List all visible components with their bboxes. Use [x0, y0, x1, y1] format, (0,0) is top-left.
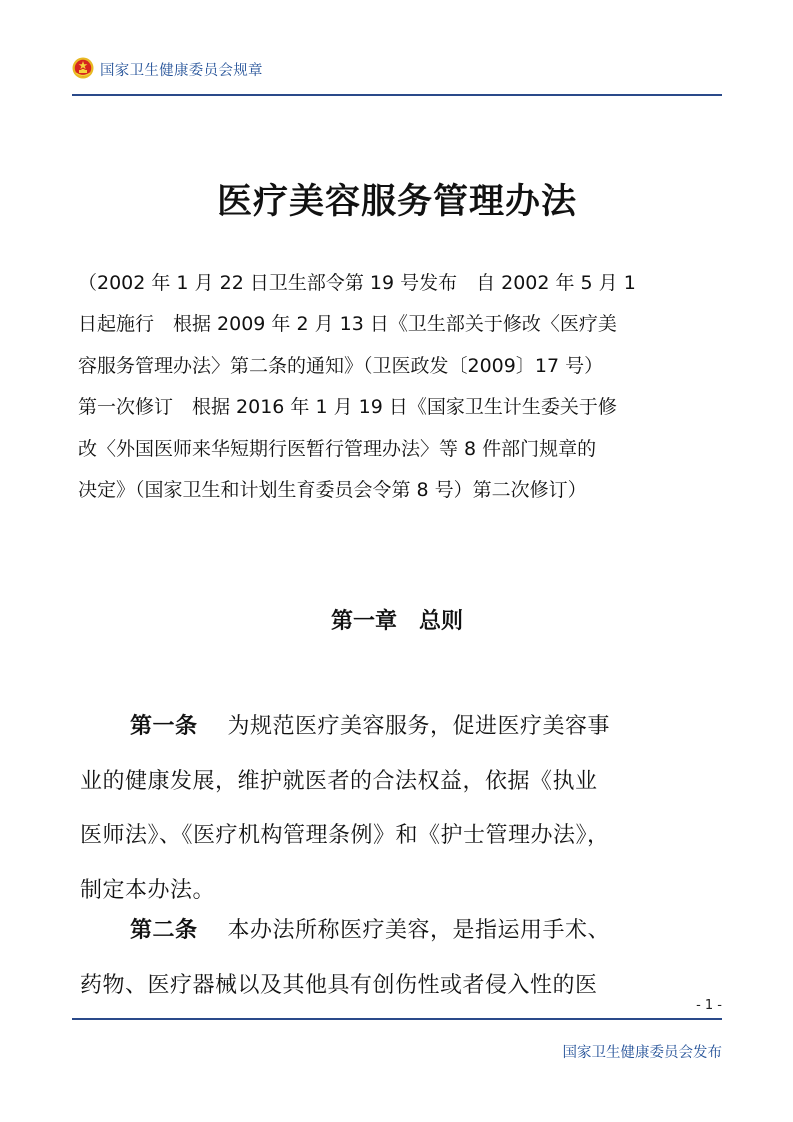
preamble-line: （2002 年 1 月 22 日卫生部令第 19 号发布 自 2002 年 5 月 1	[78, 272, 636, 294]
page-header	[72, 54, 722, 94]
article-line: 制定本办法。	[80, 877, 216, 903]
article-line	[80, 904, 722, 959]
article-line: 药物、医疗器械以及其他具有创伤性或者侵入性的医	[80, 972, 598, 998]
article-label: 第一条	[130, 714, 198, 739]
article-text: 为规范医疗美容服务，促进医疗美容事	[227, 714, 611, 739]
article-line: 医师法》、《医疗机构管理条例》和《护士管理办法》，	[80, 823, 610, 848]
document-preamble	[78, 263, 720, 511]
footer-publisher: 国家卫生健康委员会发布	[562, 1045, 722, 1061]
header-divider	[72, 94, 722, 96]
preamble-line: 日起施行 根据 2009 年 2 月 13 日《卫生部关于修改〈医疗美	[78, 313, 617, 336]
article-1	[80, 700, 722, 918]
article-label: 第二条	[130, 918, 198, 943]
article-line: 业的健康发展，维护就医者的合法权益，依据《执业	[80, 768, 598, 794]
page-number: - 1 -	[696, 998, 722, 1013]
header-title: 国家卫生健康委员会规章	[100, 63, 263, 79]
document-title: 医疗美容服务管理办法	[216, 181, 577, 222]
national-emblem-icon	[72, 57, 94, 79]
preamble-line: 第一次修订 根据 2016 年 1 月 19 日《国家卫生计生委关于修	[78, 396, 617, 419]
article-text: 本办法所称医疗美容，是指运用手术、	[227, 918, 611, 943]
article-2	[80, 904, 722, 1013]
footer-divider	[72, 1018, 722, 1020]
article-line	[80, 700, 722, 755]
preamble-line: 决定》（国家卫生和计划生育委员会令第 8 号）第二次修订）	[78, 478, 587, 501]
preamble-line: 容服务管理办法〉第二条的通知》（卫医政发〔2009〕17 号）	[78, 354, 604, 377]
preamble-line: 改〈外国医师来华短期行医暂行管理办法〉等 8 件部门规章的	[78, 437, 597, 460]
chapter-heading: 第一章 总则	[330, 609, 463, 634]
